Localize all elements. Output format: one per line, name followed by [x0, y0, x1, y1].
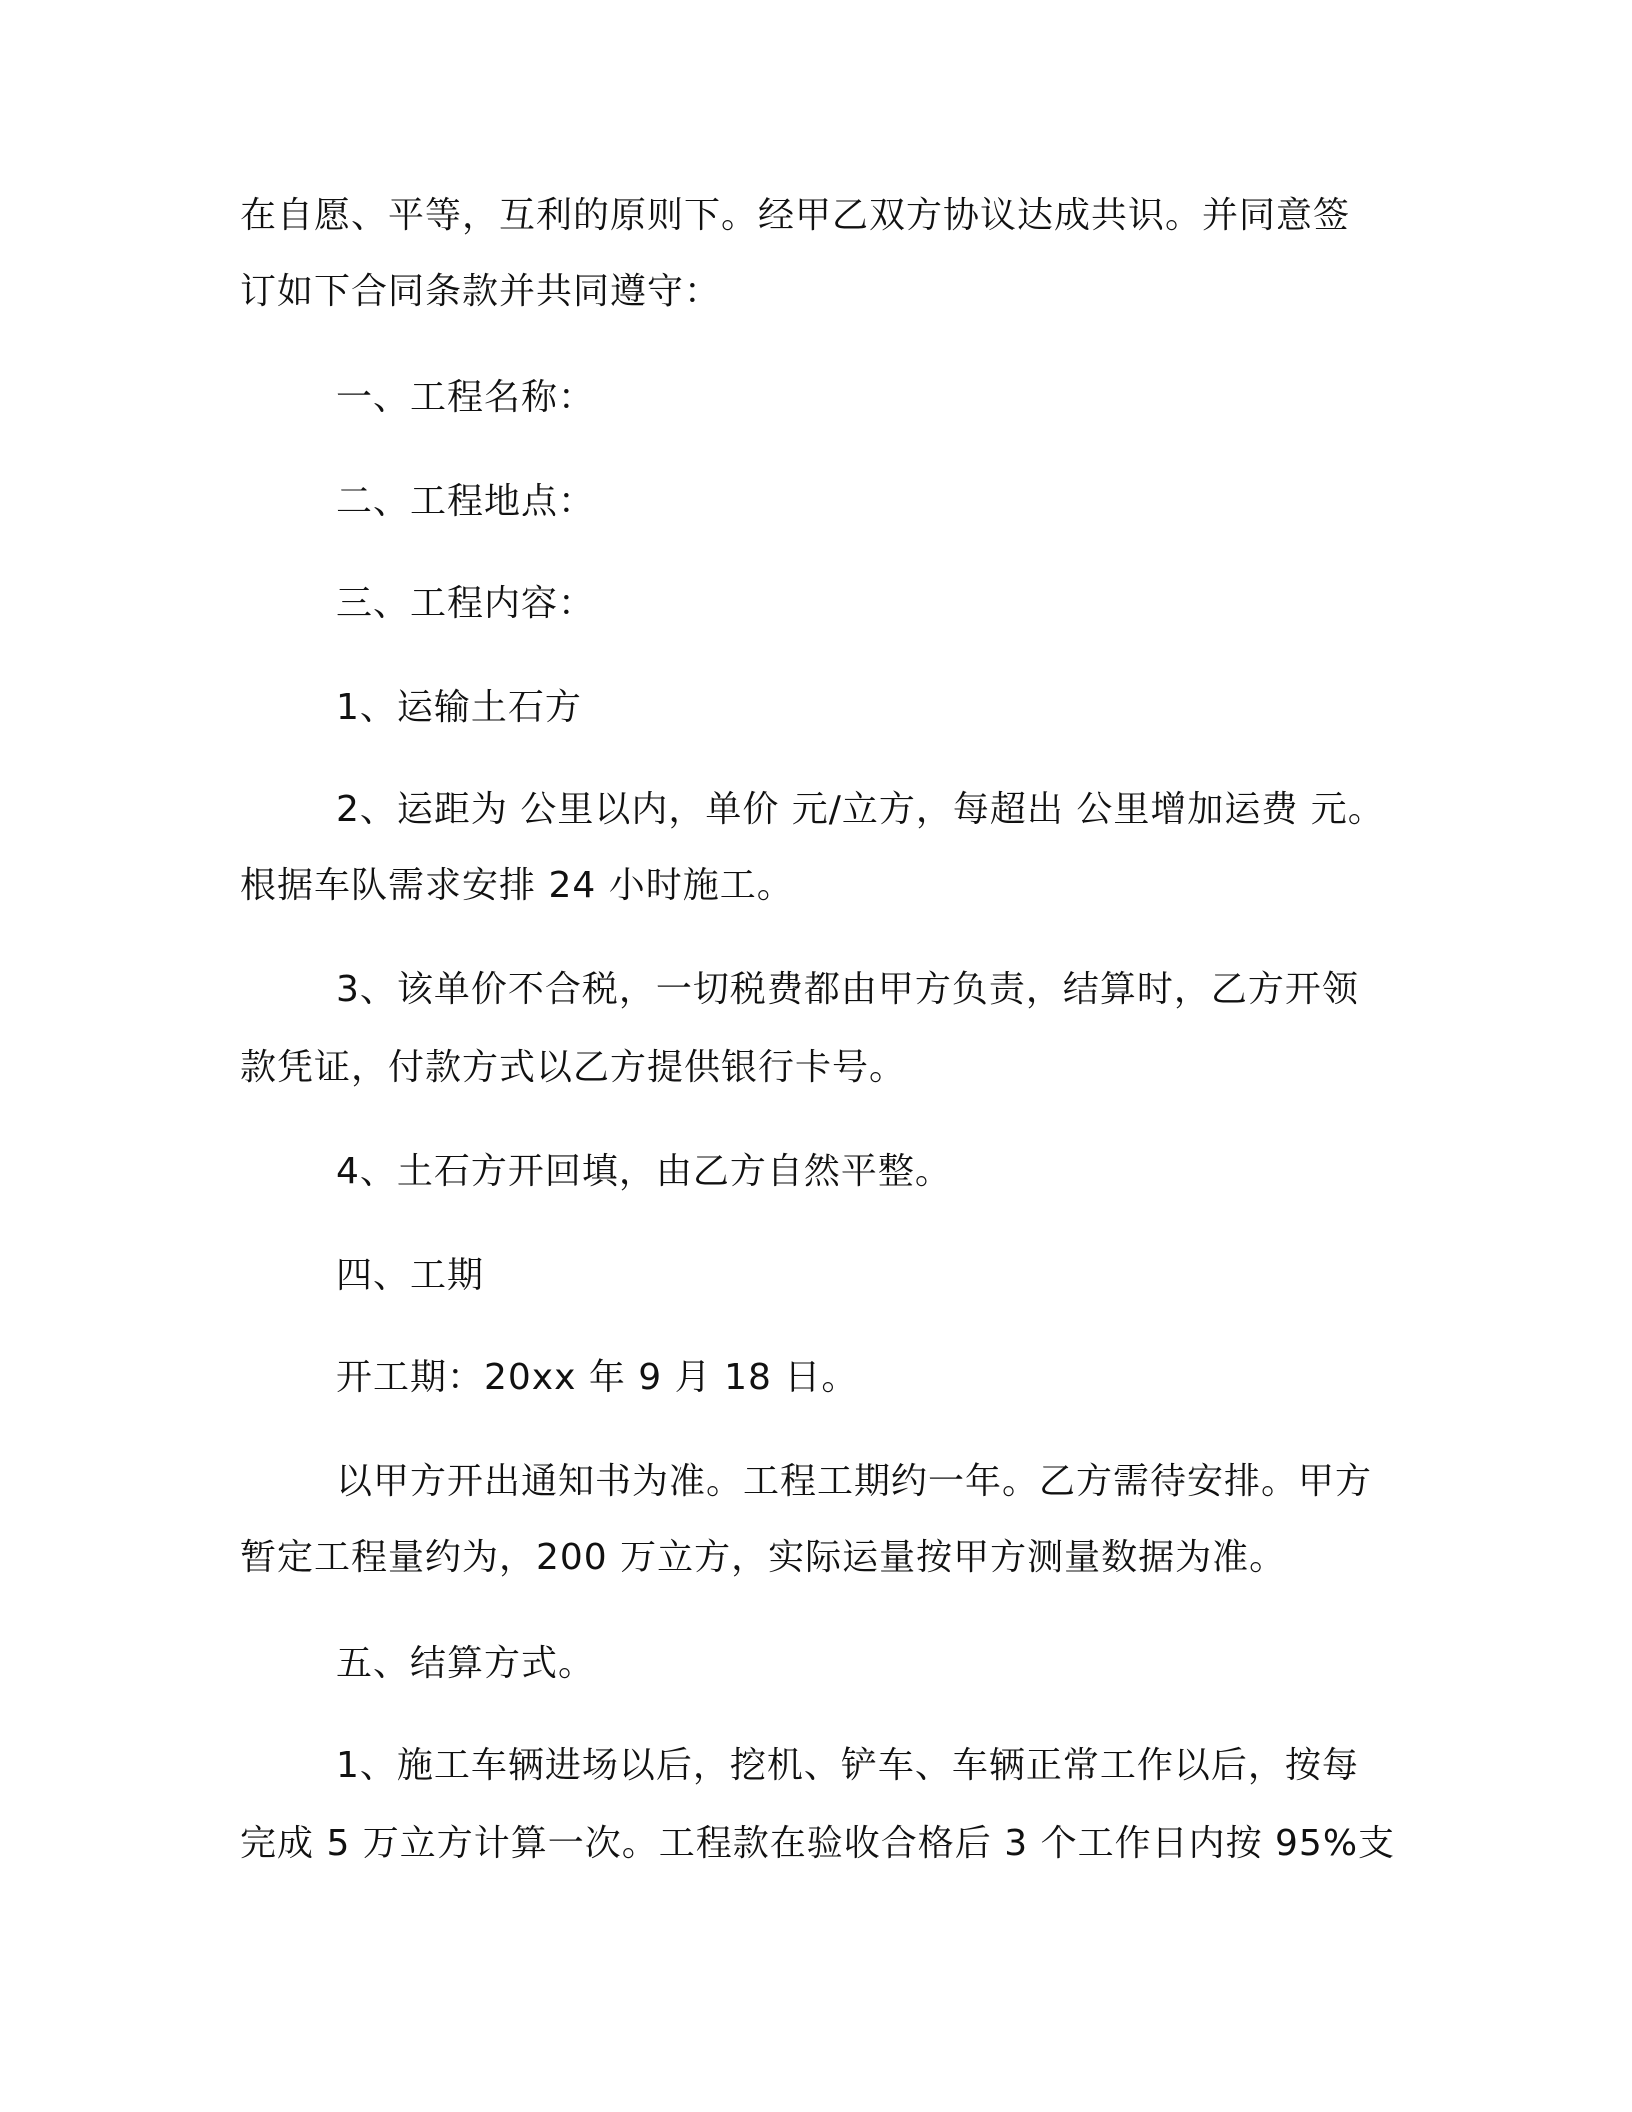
paragraph-line: 完成 5 万立方计算一次。工程款在验收合格后 3 个工作日内按 95%支 [240, 1823, 1396, 1864]
list-item: 3、该单价不合税，一切税费都由甲方负责，结算时，乙方开领 [336, 969, 1359, 1010]
paragraph-line: 订如下合同条款并共同遵守： [240, 271, 722, 312]
paragraph-line: 款凭证，付款方式以乙方提供银行卡号。 [240, 1047, 907, 1088]
paragraph-line: 以甲方开出通知书为准。工程工期约一年。乙方需待安排。甲方 [336, 1461, 1373, 1502]
section-heading-schedule: 四、工期 [336, 1255, 485, 1296]
section-heading-project-content: 三、工程内容： [336, 583, 596, 624]
paragraph-line: 在自愿、平等，互利的原则下。经甲乙双方协议达成共识。并同意签 [240, 195, 1351, 236]
list-item: 1、施工车辆进场以后，挖机、铲车、车辆正常工作以后，按每 [336, 1745, 1359, 1786]
section-heading-project-name: 一、工程名称： [336, 377, 596, 418]
paragraph-line: 根据车队需求安排 24 小时施工。 [240, 865, 794, 906]
list-item: 4、土石方开回填，由乙方自然平整。 [336, 1151, 952, 1192]
paragraph-line: 暂定工程量约为，200 万立方，实际运量按甲方测量数据为准。 [240, 1537, 1287, 1578]
list-item: 2、运距为 公里以内，单价 元/立方，每超出 公里增加运费 元。 [336, 789, 1385, 830]
section-heading-project-location: 二、工程地点： [336, 481, 596, 522]
start-date-line: 开工期：20xx 年 9 月 18 日。 [336, 1357, 859, 1398]
section-heading-settlement: 五、结算方式。 [336, 1643, 596, 1684]
list-item: 1、运输土石方 [336, 687, 582, 728]
